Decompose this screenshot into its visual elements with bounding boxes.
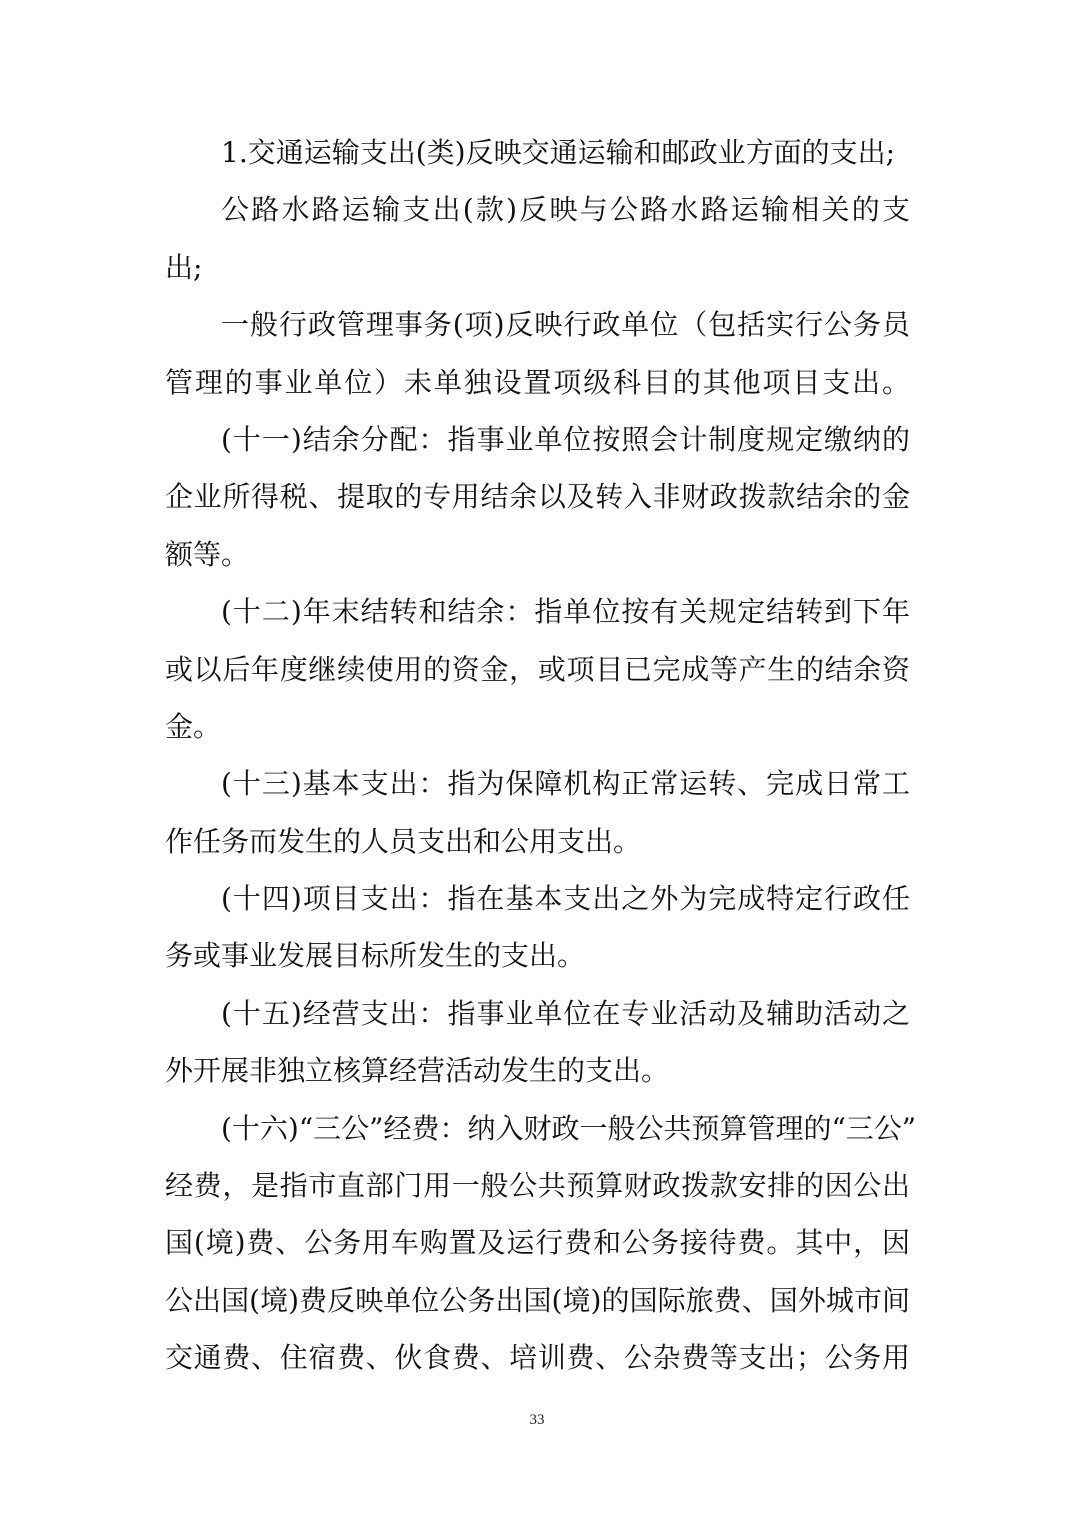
text-line: 或以后年度继续使用的资金，或项目已完成等产生的结余资 (165, 652, 910, 686)
text-line: (十二)年末结转和结余：指单位按有关规定结转到下年 (221, 595, 910, 629)
text-line: 交通费、住宿费、伙食费、培训费、公杂费等支出；公务用 (165, 1341, 910, 1375)
text-line: 公出国(境)费反映单位公务出国(境)的国际旅费、国外城市间 (165, 1283, 910, 1317)
text-line: (十三)基本支出：指为保障机构正常运转、完成日常工 (221, 767, 910, 801)
text-line: 外开展非独立核算经营活动发生的支出。 (165, 1054, 670, 1088)
text-line: 公路水路运输支出(款)反映与公路水路运输相关的支 (221, 193, 910, 227)
text-line: 额等。 (165, 537, 250, 571)
text-line: 企业所得税、提取的专用结余以及转入非财政拨款结余的金 (165, 480, 910, 514)
text-line: (十一)结余分配：指事业单位按照会计制度规定缴纳的 (221, 422, 910, 456)
text-line: 经费，是指市直部门用一般公共预算财政拨款安排的因公出 (165, 1169, 910, 1203)
body-text (165, 124, 917, 1387)
text-line: 一般行政管理事务(项)反映行政单位（包括实行公务员 (221, 308, 910, 342)
text-line: (十四)项目支出：指在基本支出之外为完成特定行政任 (221, 882, 910, 916)
text-line: 1.交通运输支出(类)反映交通运输和邮政业方面的支出; (221, 136, 895, 169)
page-number: 33 (529, 1412, 545, 1428)
text-line: (十六)“三公”经费：纳入财政一般公共预算管理的“三公” (221, 1111, 917, 1145)
text-line: 国(境)费、公务用车购置及运行费和公务接待费。其中，因 (165, 1226, 910, 1260)
text-line: 金。 (165, 709, 222, 743)
text-line: 务或事业发展目标所发生的支出。 (165, 939, 586, 973)
text-line: 作任务而发生的人员支出和公用支出。 (165, 824, 642, 858)
text-line: 出; (165, 250, 203, 284)
text-line: (十五)经营支出：指事业单位在专业活动及辅助活动之 (221, 996, 910, 1030)
text-line: 管理的事业单位）未单独设置项级科目的其他项目支出。 (165, 365, 910, 399)
